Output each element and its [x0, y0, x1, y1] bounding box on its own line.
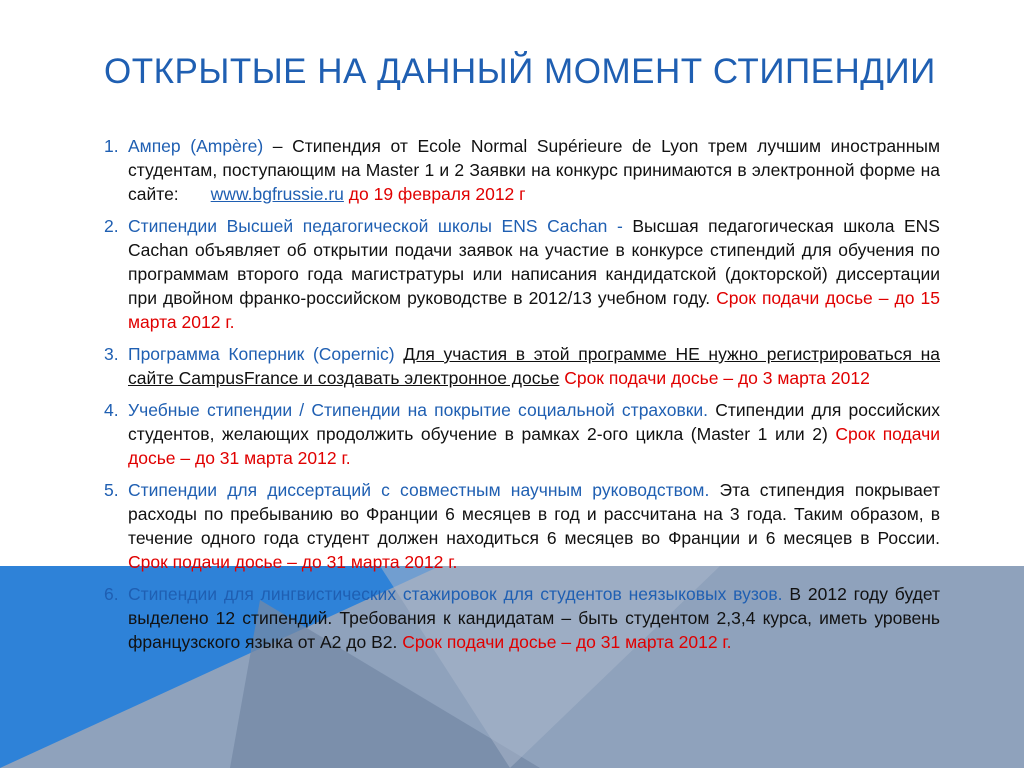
item-heading: Программа Коперник (Copernic): [128, 344, 404, 364]
list-item: [104, 214, 940, 334]
website-link[interactable]: www.bgfrussie.ru: [210, 184, 344, 204]
item-deadline: Срок подачи досье – до 31 марта 2012 г.: [402, 632, 732, 652]
item-body: Высшая педагогическая школа ENS Cachan объявляет об открытии подачи заявок на участие в конкурсе стипендий для обучения по программам второго года магистратуры или написания кандидатской (докторской) диссертации при двойном франко-российском руководстве в 2012/13 учебном году.: [128, 216, 940, 308]
item-body: Стипендии для российских студентов, желающих продолжить обучение в рамках 2-ого цикла (Master 1 или 2): [128, 400, 940, 444]
item-number: 4.: [104, 400, 119, 420]
list-item: [104, 582, 940, 654]
item-body: Для участия в этой программе НЕ нужно регистрироваться на сайте CampusFrance и создавать электронное досье: [128, 344, 940, 388]
item-heading: Стипендии для диссертаций с совместным научным руководством.: [128, 480, 710, 500]
item-number: 5.: [104, 480, 119, 500]
item-number: 3.: [104, 344, 119, 364]
item-text: [128, 478, 940, 574]
item-number: 1.: [104, 136, 119, 156]
item-deadline: Срок подачи досье – до 15 марта 2012 г.: [128, 288, 940, 332]
item-number: 6.: [104, 584, 119, 604]
item-body: – Стипендия от Ecole Normal Supérieure de Lyon трем лучшим иностранным студентам, поступающим на Master 1 и 2 Заявки на конкурс принимаются в электронной форме на сайте:: [128, 136, 940, 204]
item-text: [128, 134, 940, 206]
list-item: [104, 342, 940, 390]
item-deadline: Срок подачи досье – до 31 марта 2012 г.: [128, 552, 458, 572]
item-body: Эта стипендия покрывает расходы по пребыванию во Франции 6 месяцев в год и рассчитана на 3 года. Таким образом, в течение одного года студент должен находиться 6 месяцев во Франции и 6 месяцев в России.: [128, 480, 940, 548]
item-text: [128, 214, 940, 334]
item-heading: Ампер (Ampère): [128, 136, 264, 156]
item-number: 2.: [104, 216, 119, 236]
item-text: [128, 342, 940, 390]
list-item: [104, 398, 940, 470]
item-text: [128, 398, 940, 470]
item-heading: Стипендии для лингвистических стажировок для студентов неязыковых вузов.: [128, 584, 783, 604]
item-heading: Стипендии Высшей педагогической школы ENS Cachan -: [128, 216, 633, 236]
item-deadline: до 19 февраля 2012 г: [343, 184, 526, 204]
item-heading: Учебные стипендии / Стипендии на покрытие социальной страховки.: [128, 400, 709, 420]
list-item: [104, 478, 940, 574]
item-deadline: Срок подачи досье – до 31 марта 2012 г.: [128, 424, 940, 468]
item-deadline: Срок подачи досье – до 3 марта 2012: [559, 368, 870, 388]
item-body: В 2012 году будет выделено 12 стипендий. Требования к кандидатам – быть студентом 2,3,4 курса, иметь уровень французского языка от А2 до В2.: [128, 584, 940, 652]
item-text: [128, 582, 940, 654]
scholarship-list: [104, 134, 940, 662]
page-title: ОТКРЫТЫЕ НА ДАННЫЙ МОМЕНТ СТИПЕНДИИ: [104, 52, 936, 91]
list-item: [104, 134, 940, 206]
